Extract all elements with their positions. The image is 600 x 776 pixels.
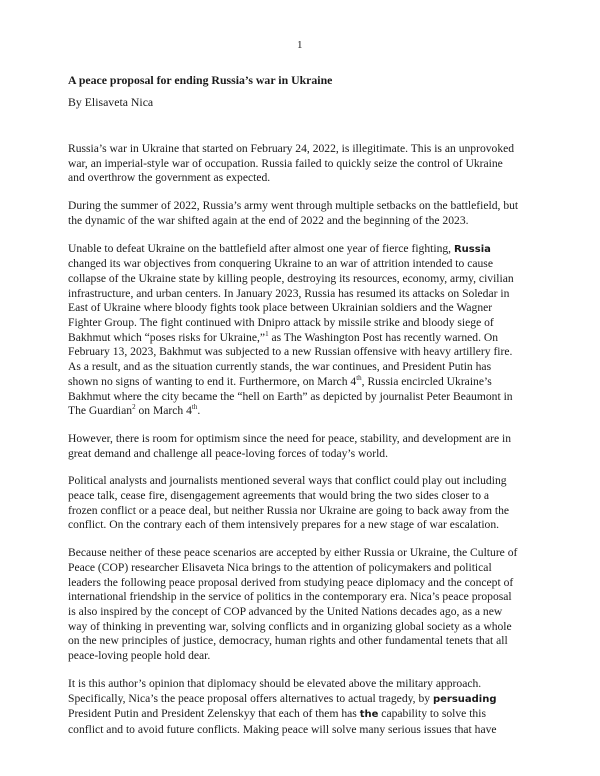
author-byline: By Elisaveta Nica: [68, 95, 154, 109]
body-text: [68, 142, 538, 751]
document-title: A peace proposal for ending Russia’s war in Ukraine: [68, 73, 333, 87]
p7-emphasis-the: the: [359, 709, 379, 721]
p3-text: as The Washington Post has recently warned. On February 13, 2023, Bakhmut was subjected to a new Russian offensive with heavy artillery fire. As a result, and as the situation currently stands, the war continues, and President Putin has shown no signs of wanting to end it. Furthermore, on March 4: [68, 330, 513, 388]
p3-text: on March 4: [135, 404, 192, 418]
paragraph-7: [68, 677, 538, 738]
footnote-ref-2: 2: [132, 403, 136, 412]
p7-text: President Putin and President Zelenskyy that each of them has: [68, 707, 357, 721]
p3-text: .: [197, 404, 201, 418]
footnote-ref-1: 1: [265, 329, 269, 338]
paragraph-4: However, there is room for optimism since the need for peace, stability, and development are in great demand and challenge all peace-loving forces of today’s world.: [68, 431, 512, 460]
p3-text: , Russia encircled Ukraine’s Bakhmut where the city became the “hell on Earth” as depicted by journalist Peter Beaumont in The Guardian: [68, 374, 513, 418]
p7-emphasis-persuading: persuading: [432, 693, 497, 705]
p7-text: capability to solve this conflict and to avoid future conflicts. Making peace will solve many serious issues that have: [68, 707, 497, 736]
paragraph-2: During the summer of 2022, Russia’s army went through multiple setbacks on the battlefield, but the dynamic of the war shifted again at the end of 2022 and the beginning of the 2023.: [68, 199, 519, 227]
p3-text: changed its war objectives from conquering Ukraine to an war of attrition intended to cause collapse of the Ukraine state by killing people, destroying its resources, economy, army, civilian infrastructure, and urban centers. In January 2023, Russia has resumed its attacks on Soledar in East of Ukraine where bloody fights took place between Ukrainian soldiers and the Wagner Fighter Group. The fight continued with Dnipro attack by missile strike and bloody siege of Bakhmut which “poses risks for Ukraine,”: [68, 257, 514, 344]
ordinal-suffix: th: [356, 373, 362, 382]
page-number: 1: [297, 39, 303, 51]
p3-text: Unable to defeat Ukraine on the battlefield after almost one year of fierce fighting,: [68, 241, 454, 255]
paragraph-3: [68, 242, 538, 419]
ordinal-suffix: th: [191, 403, 198, 412]
paragraph-6: Because neither of these peace scenarios are accepted by either Russia or Ukraine, the Culture of Peace (COP) researcher Elisaveta Nica brings to the attention of policymakers and political leaders the following peace proposal derived from studying peace diplomacy and the concept of international friendship in the service of politics in the contemporary era. Nica’s peace proposal is also inspired by the concept of COP advanced by the United Nations decades ago, as a new way of thinking in preventing war, solving conflicts and in organizing global society as a whole on the new principles of justice, democracy, human rights and other fundamental tenets that all peace-loving people hold dear.: [68, 546, 518, 663]
p3-emphasis-russia: Russia: [453, 243, 491, 255]
paragraph-5: Political analysts and journalists mentioned several ways that conflict could play out including peace talk, cease fire, disengagement agreements that would bring the two sides closer to a frozen conflict or a peace deal, but neither Russia nor Ukraine are going to back away from the conflict. On the contrary each of them intensively prepares for a new stage of war escalation.: [68, 474, 510, 532]
p7-text: It is this author’s opinion that diplomacy should be elevated above the military approach. Specifically, Nica’s the peace proposal offers alternatives to actual tragedy, by: [68, 676, 482, 705]
paragraph-1: Russia’s war in Ukraine that started on February 24, 2022, is illegitimate. This is an unprovoked war, an imperial-style war of occupation. Russia failed to quickly seize the control of Ukraine and overthrow the government as expected.: [68, 142, 515, 185]
